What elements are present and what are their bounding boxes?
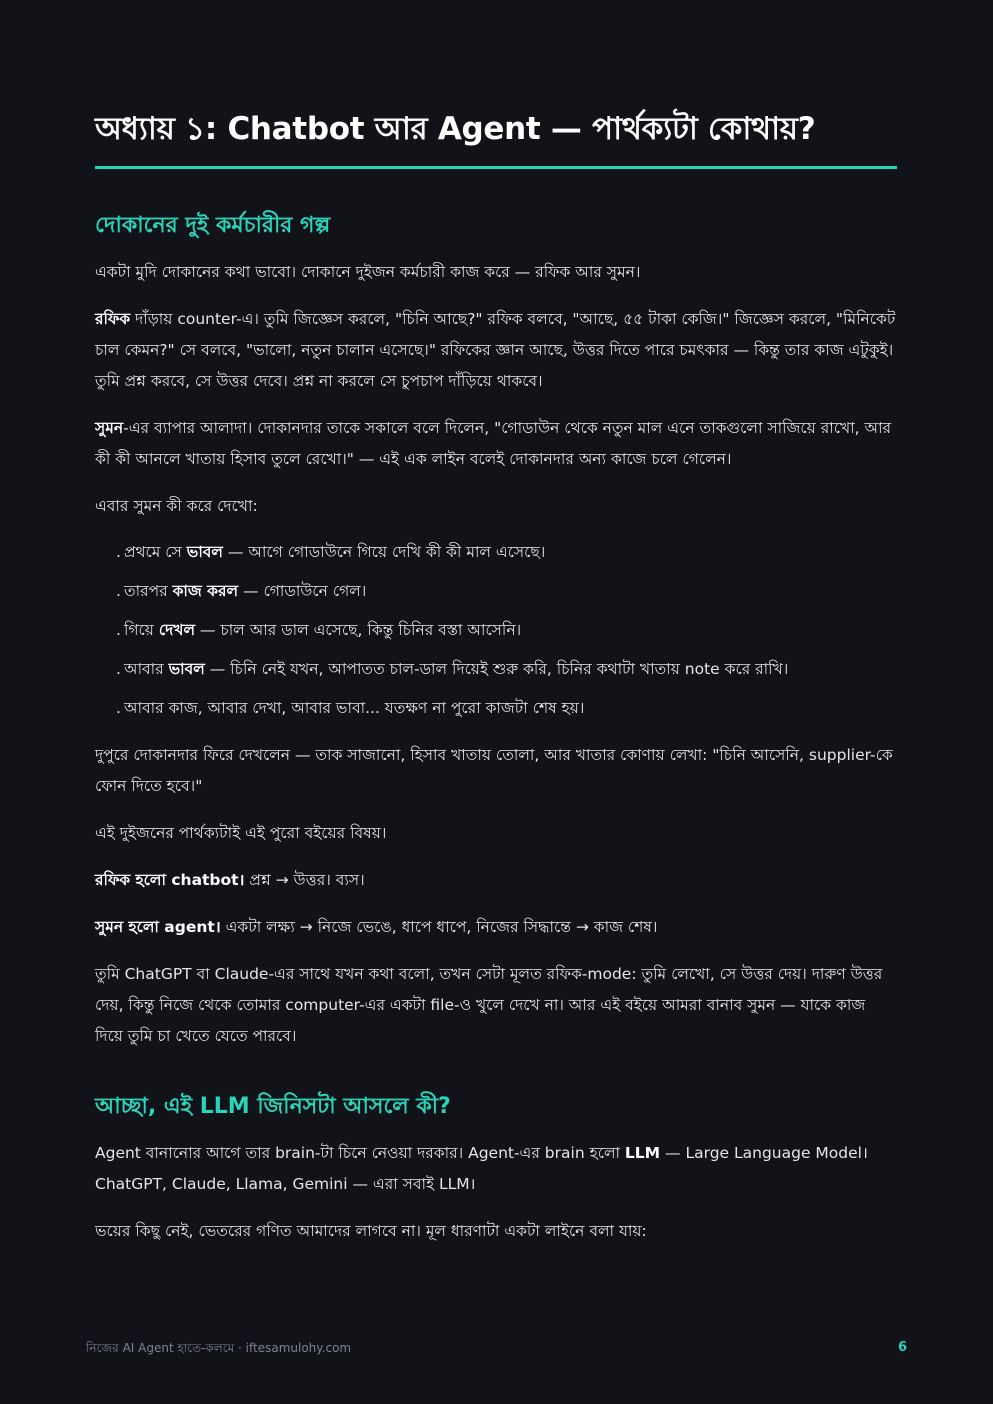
footer-book-title: নিজের AI Agent হাতে-কলমে · iftesamulohy.com — [86, 1341, 352, 1355]
page-footer — [86, 1340, 907, 1360]
step-pre: আবার — [123, 660, 169, 678]
paragraph-difference: এই দুইজনের পার্থক্যটাই এই পুরো বইয়ের বিষয়। — [95, 824, 387, 842]
list-item: . প্রথমে সে ভাবল — আগে গোডাউনে গিয়ে দেখি কী কী মাল এসেছে। — [116, 543, 546, 561]
list-item: . আবার ভাবল — চিনি নেই যখন, আপাতত চাল-ডাল দিয়েই শুরু করি, চিনির কথাটা খাতায় note করে রাখি। — [116, 660, 789, 678]
paragraph-sumon-agent-text: একটা লক্ষ্য → নিজে ভেঙে, ধাপে ধাপে, নিজের সিদ্ধান্তে → কাজ শেষ। — [220, 918, 658, 936]
paragraph-no-fear: ভয়ের কিছু নেই, ভেতরের গণিত আমাদের লাগবে না। মূল ধারণাটা একটা লাইনে বলা যায়: — [95, 1222, 647, 1240]
paragraph-llm-intro — [95, 1138, 897, 1200]
step-bold: কাজ করল — [172, 582, 239, 600]
list-item: . গিয়ে দেখল — চাল আর ডাল এসেছে, কিন্তু চিনির বস্তা আসেনি। — [116, 621, 522, 639]
step-pre: গিয়ে — [123, 621, 159, 639]
agent-steps-list — [95, 537, 897, 724]
paragraph-rafiq-text: দাঁড়ায় counter-এ। তুমি জিজ্ঞেস করলে, "চিনি আছে?" রফিক বলবে, "আছে, ৫৫ টাকা কেজি।" জিজ্ঞেস করলে, "মিনিকেট চাল কেমন?" সে বলবে, "ভালো, নতুন চালান এসেছে।" রফিকের জ্ঞান আছে, উত্তর দিতে পারে চমৎকার — কিন্তু তার কাজ এটুকুই। তুমি প্রশ্ন করবে, সে উত্তর দেবে। প্রশ্ন না করলে সে চুপচাপ দাঁড়িয়ে থাকবে। — [95, 310, 896, 390]
paragraph-intro: একটা মুদি দোকানের কথা ভাবো। দোকানে দুইজন কর্মচারী কাজ করে — রফিক আর সুমন। — [95, 263, 641, 281]
paragraph-chatgpt-mode: তুমি ChatGPT বা Claude-এর সাথে যখন কথা বলো, তখন সেটা মূলত রফিক-mode: তুমি লেখো, সে উত্তর দেয়। দারুণ উত্তর দেয়, কিন্তু নিজে থেকে তোমার computer-এর একটা file-ও খুলে দেখে না। আর এই বইয়ে আমরা বানাব সুমন — যাকে কাজ দিয়ে তুমি চা খেতে যেতে পারবে। — [95, 965, 883, 1045]
page-content — [95, 104, 897, 1247]
bold-sumon: সুমন — [95, 419, 124, 437]
bold-rafiq: রফিক — [95, 310, 131, 328]
paragraph-watch-sumon: এবার সুমন কী করে দেখো: — [95, 497, 258, 515]
chapter-title: অধ্যায় ১: Chatbot আর Agent — পার্থক্যটা কোথায়? — [95, 104, 897, 169]
paragraph-llm-post: — Large Language Model। ChatGPT, Claude, Llama, Gemini — এরা সবাই LLM। — [95, 1144, 868, 1193]
step-post: — গোডাউনে গেল। — [238, 582, 367, 600]
paragraph-rafiq-chatbot — [95, 865, 897, 896]
step-bold: ভাবল — [168, 660, 205, 678]
page-number: 6 — [897, 1340, 907, 1355]
section-heading-shop-story: দোকানের দুই কর্মচারীর গল্প — [95, 213, 331, 238]
step-pre: তারপর — [123, 582, 173, 600]
bold-sumon-agent: সুমন হলো agent। — [95, 918, 221, 936]
paragraph-sumon-agent — [95, 912, 897, 943]
list-item: . তারপর কাজ করল — গোডাউনে গেল। — [116, 582, 367, 600]
step-post: — চিনি নেই যখন, আপাতত চাল-ডাল দিয়েই শুরু করি, চিনির কথাটা খাতায় note করে রাখি। — [204, 660, 789, 678]
step-bold: ভাবল — [186, 543, 223, 561]
list-item: . আবার কাজ, আবার দেখা, আবার ভাবা... যতক্ষণ না পুরো কাজটা শেষ হয়। — [116, 699, 585, 717]
paragraph-sumon — [95, 413, 897, 475]
paragraph-rafiq-chatbot-text: প্রশ্ন → উত্তর। ব্যস। — [244, 871, 365, 889]
paragraph-llm-pre: Agent বানানোর আগে তার brain-টা চিনে নেওয়া দরকার। Agent-এর brain হলো — [95, 1144, 625, 1162]
step-bold: দেখল — [158, 621, 195, 639]
step-pre: প্রথমে সে — [123, 543, 187, 561]
step-pre: আবার কাজ, আবার দেখা, আবার ভাবা... যতক্ষণ না পুরো কাজটা শেষ হয়। — [123, 699, 585, 717]
bold-rafiq-chatbot: রফিক হলো chatbot। — [95, 871, 245, 889]
paragraph-sumon-text: -এর ব্যাপার আলাদা। দোকানদার তাকে সকালে বলে দিলেন, "গোডাউন থেকে নতুন মাল এনে তাকগুলো সাজিয়ে রাখো, আর কী কী আনলে খাতায় হিসাব তুলে রেখো।" — এই এক লাইন বলেই দোকানদার অন্য কাজে চলে গেলেন। — [95, 419, 892, 468]
paragraph-rafiq — [95, 304, 897, 397]
paragraph-afternoon: দুপুরে দোকানদার ফিরে দেখলেন — তাক সাজানো, হিসাব খাতায় তোলা, আর খাতার কোণায় লেখা: "চিনি আসেনি, supplier-কে ফোন দিতে হবে।" — [95, 746, 893, 795]
bold-llm: LLM — [624, 1144, 661, 1162]
step-post: — আগে গোডাউনে গিয়ে দেখি কী কী মাল এসেছে। — [223, 543, 546, 561]
section-heading-llm: আচ্ছা, এই LLM জিনিসটা আসলে কী? — [95, 1094, 451, 1119]
step-post: — চাল আর ডাল এসেছে, কিন্তু চিনির বস্তা আসেনি। — [195, 621, 522, 639]
